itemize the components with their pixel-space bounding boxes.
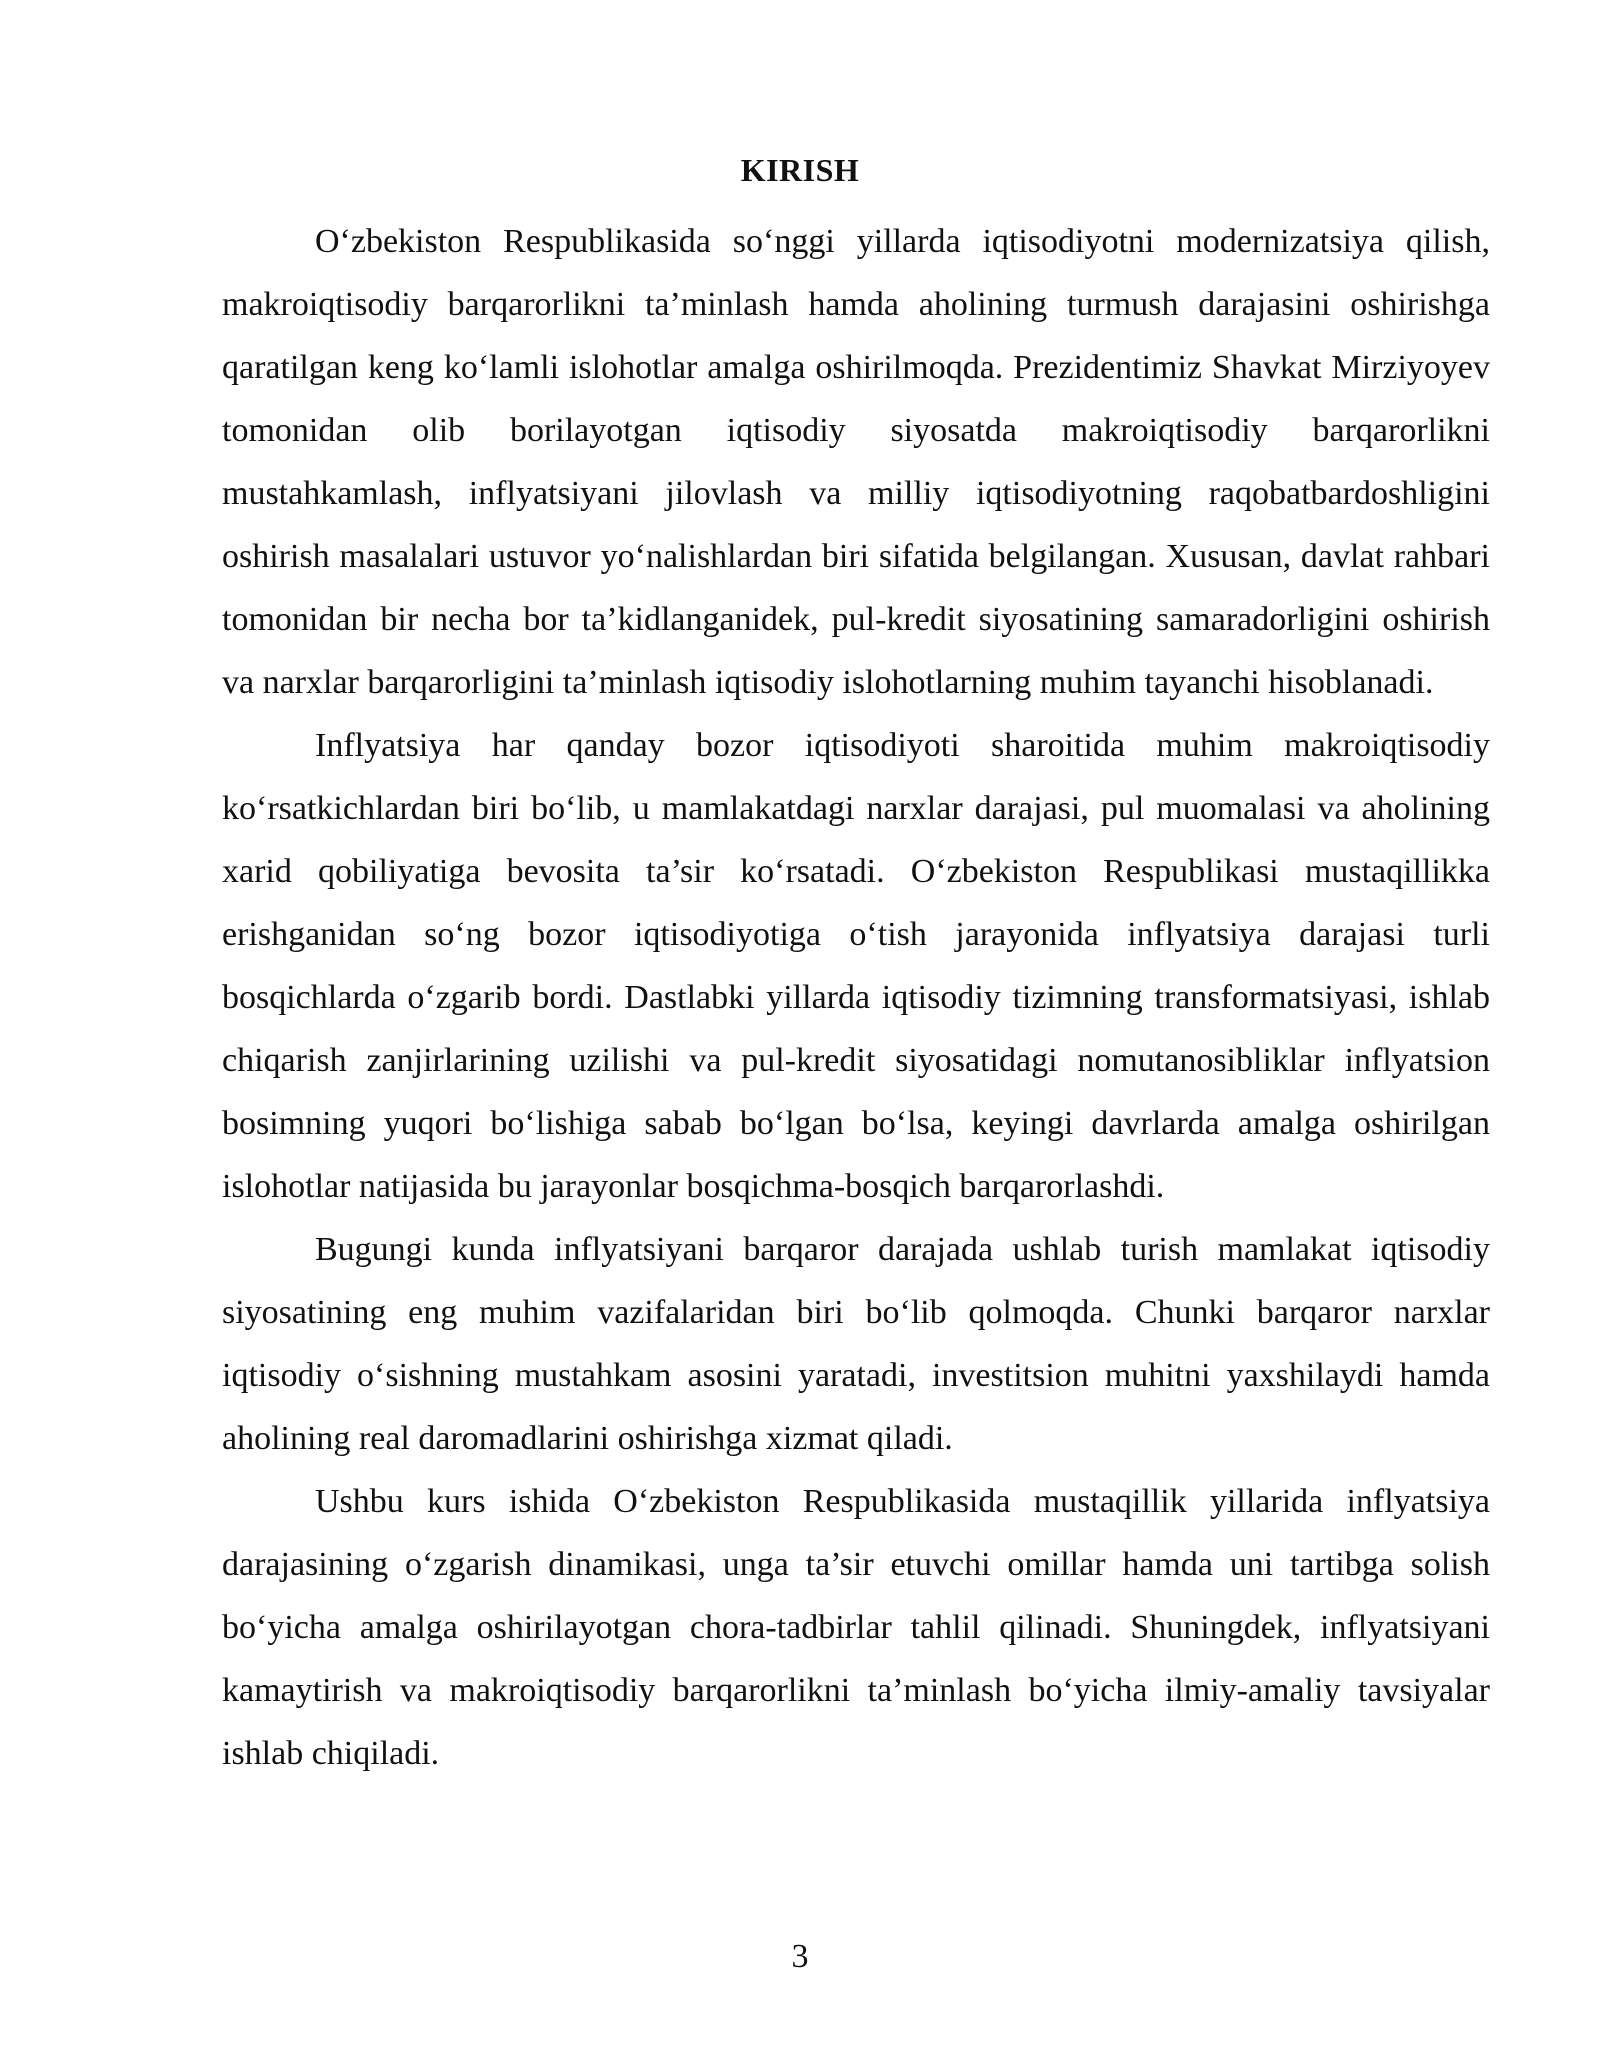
paragraph-4: Ushbu kurs ishida O‘zbekiston Respublikasida mustaqillik yillarida inflyatsiya darajasining o‘zgarish dinamikasi, unga ta’sir etuvchi omillar hamda uni tartibga solish bo‘yicha amalga oshirilayotgan chora-tadbirlar tahlil qilinadi. Shuningdek, inflyatsiyani kamaytirish va makroiqtisodiy barqarorlikni ta’minlash bo‘yicha ilmiy-amaliy tavsiyalar ishlab chiqiladi. [222,1483,1490,1772]
paragraph-2: Inflyatsiya har qanday bozor iqtisodiyoti sharoitida muhim makroiqtisodiy ko‘rsatkichlardan biri bo‘lib, u mamlakatdagi narxlar darajasi, pul muomalasi va aholining xarid qobiliyatiga bevosita ta’sir ko‘rsatadi. O‘zbekiston Respublikasi mustaqillikka erishganidan so‘ng bozor iqtisodiyotiga o‘tish jarayonida inflyatsiya darajasi turli bosqichlarda o‘zgarib bordi. Dastlabki yillarda iqtisodiy tizimning transformatsiyasi, ishlab chiqarish zanjirlarining uzilishi va pul-kredit siyosatidagi nomutanosibliklar inflyatsion bosimning yuqori bo‘lishiga sabab bo‘lgan bo‘lsa, keyingi davrlarda amalga oshirilgan islohotlar natijasida bu jarayonlar bosqichma-bosqich barqarorlashdi. [222,727,1490,1205]
section-title: KIRISH [740,152,860,188]
paragraph-3: Bugungi kunda inflyatsiyani barqaror darajada ushlab turish mamlakat iqtisodiy siyosatining eng muhim vazifalaridan biri bo‘lib qolmoqda. Chunki barqaror narxlar iqtisodiy o‘sishning mustahkam asosini yaratadi, investitsion muhitni yaxshilaydi hamda aholining real daromadlarini oshirishga xizmat qiladi. [222,1231,1490,1457]
page-number: 3 [791,1938,809,1975]
paragraph-1: O‘zbekiston Respublikasida so‘nggi yillarda iqtisodiyotni modernizatsiya qilish, makroiqtisodiy barqarorlikni ta’minlash hamda aholining turmush darajasini oshirishga qaratilgan keng ko‘lamli islohotlar amalga oshirilmoqda. Prezidentimiz Shavkat Mirziyoyev tomonidan olib borilayotgan iqtisodiy siyosatda makroiqtisodiy barqarorlikni mustahkamlash, inflyatsiyani jilovlash va milliy iqtisodiyotning raqobatbardoshligini oshirish masalalari ustuvor yo‘nalishlardan biri sifatida belgilangan. Xususan, davlat rahbari tomonidan bir necha bor ta’kidlanganidek, pul-kredit siyosatining samaradorligini oshirish va narxlar barqarorligini ta’minlash iqtisodiy islohotlarning muhim tayanchi hisoblanadi. [222,223,1490,701]
body-text [222,210,1490,1785]
